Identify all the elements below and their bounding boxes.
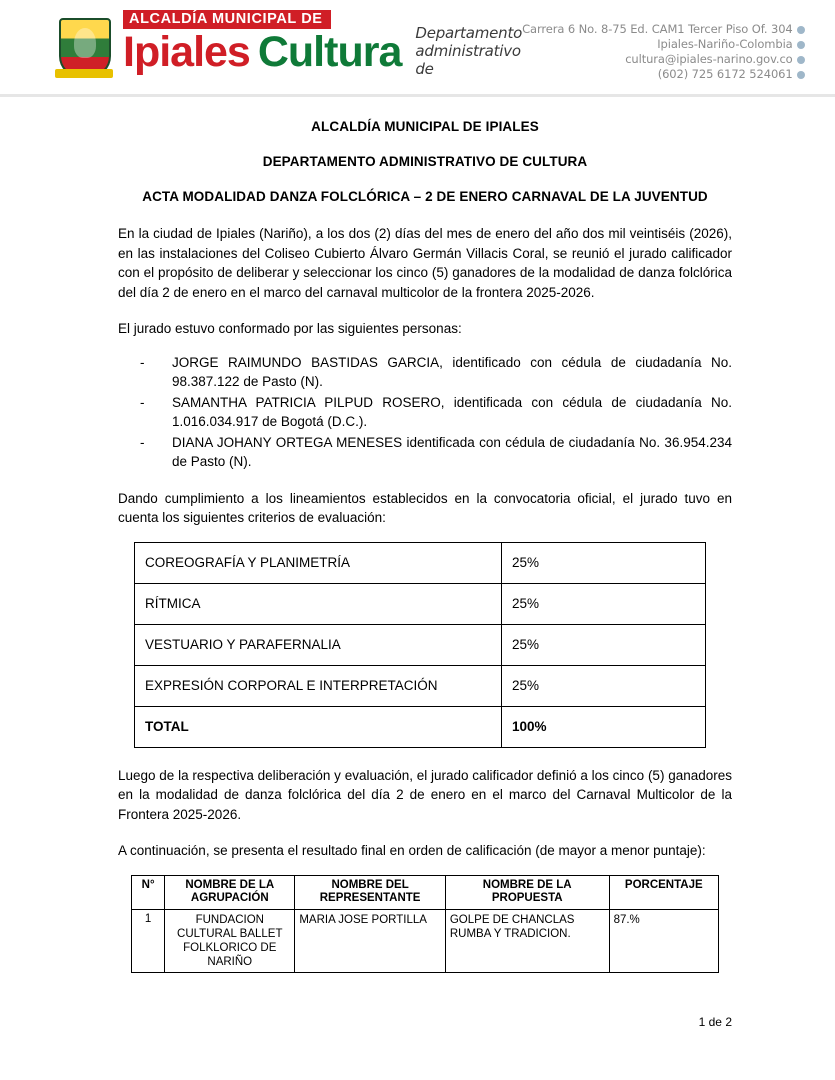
criteria-total-label: TOTAL	[135, 706, 502, 747]
paragraph-intro: En la ciudad de Ipiales (Nariño), a los dos (2) días del mes de enero del año dos mil veintiséis (2026), en las instalaciones del Coliseo Cubierto Álvaro Germán Villacis Coral, se reunió el jurado calificador con el propósito de deliberar y seleccionar los cinco (5) ganadores de la modalidad de danza folclórica del día 2 de enero en el marco del carnaval multicolor de la frontera 2025-2026.	[118, 226, 732, 300]
criteria-value: 25%	[502, 583, 706, 624]
contact-email: cultura@ipiales-narino.gov.co	[625, 52, 793, 66]
criteria-total-value: 100%	[502, 706, 706, 747]
brand-ipiales: Ipiales	[123, 28, 250, 76]
table-row	[135, 665, 706, 706]
list-item: - DIANA JOHANY ORTEGA MENESES identificada con cédula de ciudadanía No. 36.954.234 de Pasto (N).	[140, 433, 732, 472]
list-item: - SAMANTHA PATRICIA PILPUD ROSERO, identificada con cédula de ciudadanía No. 1.016.034.917 de Bogotá (D.C.).	[140, 393, 732, 432]
contact-city: Ipiales-Nariño-Colombia	[657, 37, 793, 51]
criteria-value: 25%	[502, 542, 706, 583]
brand-cultura: Cultura	[257, 28, 402, 76]
jury-list	[118, 353, 732, 472]
criteria-value: 25%	[502, 665, 706, 706]
cell-percentage: 87.%	[609, 909, 718, 972]
column-header-representative: NOMBRE DEL REPRESENTANTE	[295, 875, 446, 909]
brand-badge: ALCALDÍA MUNICIPAL DE	[123, 10, 331, 29]
page-number: 1 de 2	[698, 1014, 732, 1029]
brand-block	[123, 10, 401, 74]
criteria-table	[134, 542, 706, 748]
letterhead	[0, 0, 835, 92]
heading-municipality: ALCALDÍA MUNICIPAL DE IPIALES	[311, 119, 539, 134]
column-header-group: NOMBRE DE LA AGRUPACIÓN	[165, 875, 295, 909]
table-row	[135, 624, 706, 665]
heading-department: DEPARTAMENTO ADMINISTRATIVO DE CULTURA	[262, 154, 588, 169]
contact-block	[522, 10, 805, 82]
cell-proposal: GOLPE DE CHANCLAS RUMBA Y TRADICION.	[445, 909, 609, 972]
table-header-row	[132, 875, 719, 909]
criteria-label: EXPRESIÓN CORPORAL E INTERPRETACIÓN	[135, 665, 502, 706]
list-item: - JORGE RAIMUNDO BASTIDAS GARCIA, identificado con cédula de ciudadanía No. 98.387.122 de Pasto (N).	[140, 353, 732, 392]
phone-icon	[797, 71, 805, 79]
paragraph-jury-intro: El jurado estuvo conformado por las siguientes personas:	[118, 321, 462, 336]
cell-group: FUNDACION CULTURAL BALLET FOLKLORICO DE NARIÑO	[165, 909, 295, 972]
globe-icon	[797, 41, 805, 49]
criteria-label: COREOGRAFÍA Y PLANIMETRÍA	[135, 542, 502, 583]
department-label: Departamento administrativo de	[415, 24, 523, 78]
coat-of-arms-icon	[55, 16, 113, 78]
mail-icon	[797, 56, 805, 64]
paragraph-after-criteria: Luego de la respectiva deliberación y evaluación, el jurado calificador definió a los cinco (5) ganadores en la modalidad de danza folclórica del día 2 de enero en el marco del Carnaval Multicolor de la Frontera 2025-2026.	[118, 767, 732, 822]
cell-representative: MARIA JOSE PORTILLA	[295, 909, 446, 972]
criteria-value: 25%	[502, 624, 706, 665]
heading-acta: ACTA MODALIDAD DANZA FOLCLÓRICA – 2 DE ENERO CARNAVAL DE LA JUVENTUD	[142, 189, 708, 204]
contact-address: Carrera 6 No. 8-75 Ed. CAM1 Tercer Piso Of. 304	[522, 22, 793, 36]
paragraph-criteria-intro: Dando cumplimiento a los lineamientos establecidos en la convocatoria oficial, el jurado tuvo en cuenta los siguientes criterios de evaluación:	[118, 490, 732, 525]
criteria-label: RÍTMICA	[135, 583, 502, 624]
criteria-label: VESTUARIO Y PARAFERNALIA	[135, 624, 502, 665]
column-header-number: N°	[132, 875, 165, 909]
column-header-percentage: PORCENTAJE	[609, 875, 718, 909]
results-table	[131, 875, 719, 973]
document-body	[0, 97, 835, 1029]
paragraph-results-intro: A continuación, se presenta el resultado final en orden de calificación (de mayor a menor puntaje):	[118, 843, 706, 858]
table-row-total	[135, 706, 706, 747]
table-row	[132, 909, 719, 972]
table-row	[135, 542, 706, 583]
location-icon	[797, 26, 805, 34]
cell-number: 1	[132, 909, 165, 972]
contact-phone: (602) 725 6172 524061	[657, 67, 793, 81]
brand-wordmark	[123, 30, 401, 74]
column-header-proposal: NOMBRE DE LA PROPUESTA	[445, 875, 609, 909]
table-row	[135, 583, 706, 624]
